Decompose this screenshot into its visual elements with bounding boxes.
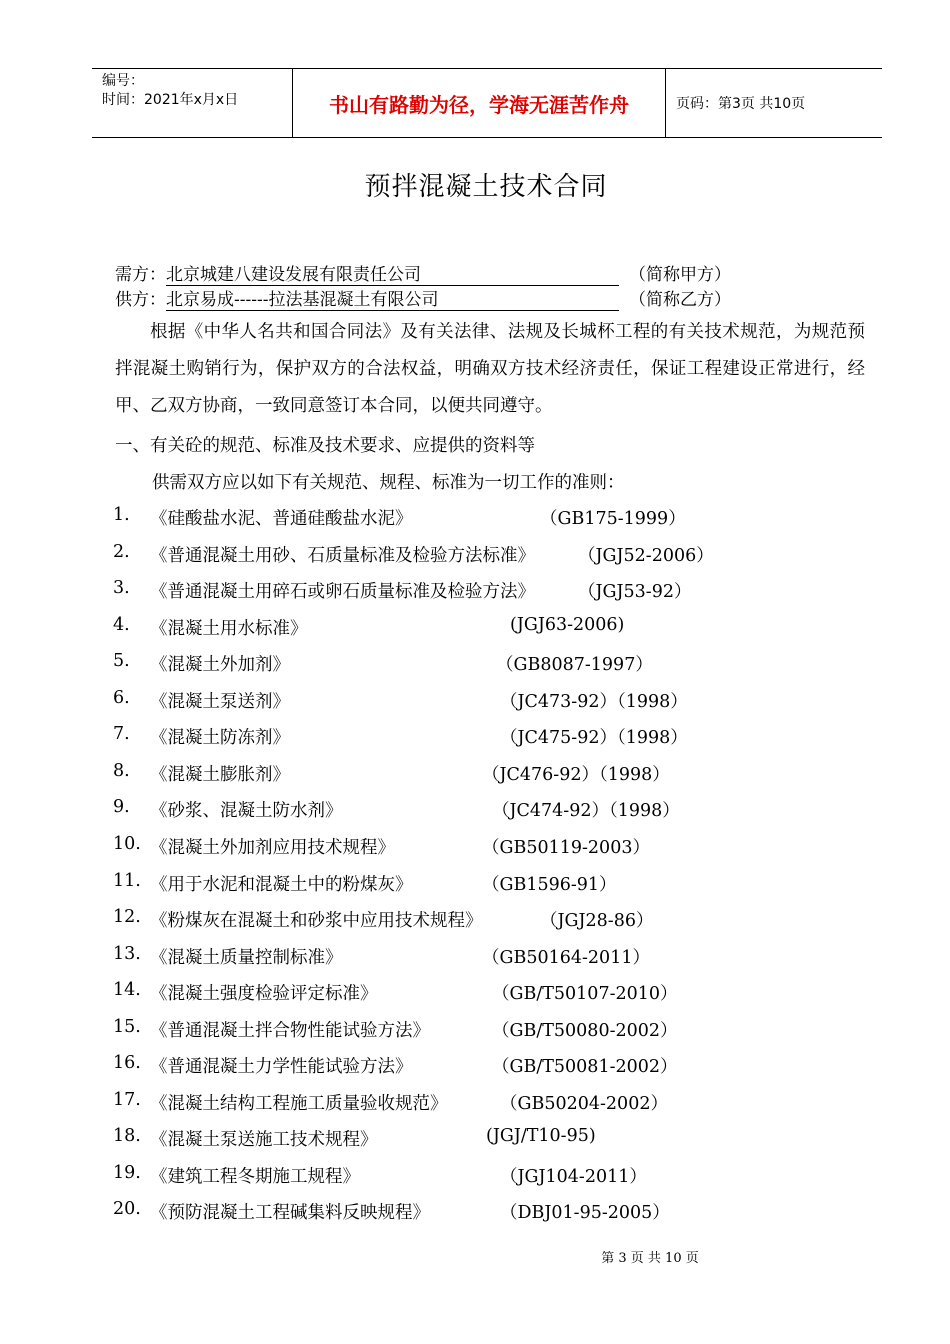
standard-name: 《预防混凝土工程碱集料反映规程》 xyxy=(150,1203,430,1224)
standard-code: （JC473-92）（1998） xyxy=(500,691,688,712)
standard-number: 3. xyxy=(113,578,130,599)
standard-item xyxy=(0,688,950,714)
standard-name: 《混凝土强度检验评定标准》 xyxy=(150,984,378,1005)
party-supply-abbr: （简称乙方） xyxy=(629,290,731,310)
standard-item xyxy=(0,1126,950,1152)
standard-item xyxy=(0,615,950,641)
page-header xyxy=(92,68,882,138)
standard-item xyxy=(0,944,950,970)
standard-item xyxy=(0,1090,950,1116)
standard-code: （GB8087-1997） xyxy=(496,655,653,676)
standard-name: 《混凝土泵送剂》 xyxy=(150,691,290,712)
standard-number: 18. xyxy=(113,1126,141,1147)
standard-name: 《混凝土防冻剂》 xyxy=(150,728,290,749)
standard-name: 《混凝土外加剂》 xyxy=(150,655,290,676)
standard-code: （JGJ53-92） xyxy=(578,582,692,603)
standard-code: (JGJ/T10-95) xyxy=(486,1126,596,1147)
party-demand-label: 需方： xyxy=(115,265,166,285)
standard-item xyxy=(0,871,950,897)
standard-item xyxy=(0,907,950,933)
standard-name: 《普通混凝土拌合物性能试验方法》 xyxy=(150,1020,430,1041)
standard-number: 15. xyxy=(113,1016,141,1037)
standard-item xyxy=(0,980,950,1006)
standard-item xyxy=(0,542,950,568)
standard-number: 1. xyxy=(113,505,130,525)
standard-number: 2. xyxy=(113,541,130,562)
standard-name: 《混凝土泵送施工技术规程》 xyxy=(150,1130,378,1151)
section-1-lead: 供需双方应以如下有关规范、规程、标准为一切工作的准则： xyxy=(152,473,625,493)
header-page-number: 页码：第3页 共10页 xyxy=(676,96,806,112)
standard-number: 14. xyxy=(113,980,141,1001)
standard-item xyxy=(0,651,950,677)
standard-name: 《混凝土结构工程施工质量验收规范》 xyxy=(150,1093,448,1114)
standard-code: （GB/T50081-2002） xyxy=(492,1057,678,1078)
standard-number: 17. xyxy=(113,1089,141,1110)
page-footer: 第 3 页 共 10 页 xyxy=(601,1251,699,1266)
standard-name: 《普通混凝土用碎石或卵石质量标准及检验方法》 xyxy=(150,582,535,603)
standard-code: （GB50204-2002） xyxy=(500,1093,668,1114)
header-motto: 书山有路勤为径，学海无涯苦作舟 xyxy=(329,92,629,117)
standard-item xyxy=(0,797,950,823)
standard-item xyxy=(0,834,950,860)
standard-code: （DBJ01-95-2005） xyxy=(500,1203,670,1224)
party-demand-abbr: （简称甲方） xyxy=(629,265,731,285)
standard-code: （JGJ28-86） xyxy=(540,911,654,932)
standard-name: 《混凝土质量控制标准》 xyxy=(150,947,343,968)
standard-item xyxy=(0,578,950,604)
party-supply-name: 北京易成------拉法基混凝土有限公司 xyxy=(166,290,619,311)
standard-number: 19. xyxy=(113,1162,141,1183)
standard-code: （JGJ52-2006） xyxy=(578,545,714,566)
standard-number: 8. xyxy=(113,760,130,781)
standard-number: 16. xyxy=(113,1053,141,1074)
standard-name: 《混凝土膨胀剂》 xyxy=(150,764,290,785)
standard-name: 《用于水泥和混凝土中的粉煤灰》 xyxy=(150,874,413,895)
standard-item xyxy=(0,1163,950,1189)
standard-number: 11. xyxy=(113,870,141,891)
party-demand xyxy=(115,260,731,286)
standard-code: （GB1596-91） xyxy=(482,874,617,895)
standard-code: （JGJ104-2011） xyxy=(500,1166,647,1187)
standard-name: 《粉煤灰在混凝土和砂浆中应用技术规程》 xyxy=(150,911,483,932)
standard-number: 9. xyxy=(113,797,130,818)
standard-item xyxy=(0,724,950,750)
standard-name: 《普通混凝土用砂、石质量标准及检验方法标准》 xyxy=(150,545,535,566)
standard-name: 《混凝土用水标准》 xyxy=(150,618,308,639)
document-title: 预拌混凝土技术合同 xyxy=(364,172,608,202)
standard-code: （GB/T50080-2002） xyxy=(492,1020,678,1041)
standard-number: 20. xyxy=(113,1199,141,1220)
standard-number: 10. xyxy=(113,833,141,854)
standard-item xyxy=(0,1017,950,1043)
standard-number: 6. xyxy=(113,687,130,708)
standard-item xyxy=(0,761,950,787)
standard-code: （JC476-92）（1998） xyxy=(482,764,670,785)
standard-code: （GB175-1999） xyxy=(540,509,686,529)
document-time-label: 时间：2021年x月x日 xyxy=(102,92,239,108)
standard-number: 13. xyxy=(113,943,141,964)
header-meta-cell xyxy=(92,69,293,137)
standard-number: 12. xyxy=(113,907,141,928)
standard-name: 《混凝土外加剂应用技术规程》 xyxy=(150,837,395,858)
header-page-cell xyxy=(666,69,882,137)
party-supply-label: 供方： xyxy=(115,290,166,310)
standard-name: 《普通混凝土力学性能试验方法》 xyxy=(150,1057,413,1078)
standard-code: （JC474-92）（1998） xyxy=(492,801,680,822)
standard-code: （GB/T50107-2010） xyxy=(492,984,678,1005)
standard-number: 7. xyxy=(113,724,130,745)
standard-number: 4. xyxy=(113,614,130,635)
standard-code: （GB50119-2003） xyxy=(482,837,650,858)
standard-item xyxy=(0,505,950,531)
intro-paragraph: 根据《中华人名共和国合同法》及有关法律、法规及长城杯工程的有关技术规范，为规范预拌混凝土购销行为，保护双方的合法权益，明确双方技术经济责任，保证工程建设正常进行，经甲、乙双方协商，一致同意签订本合同，以便共同遵守。 xyxy=(115,322,865,416)
standard-name: 《硅酸盐水泥、普通硅酸盐水泥》 xyxy=(150,509,413,529)
standard-number: 5. xyxy=(113,651,130,672)
standard-item xyxy=(0,1053,950,1079)
section-1-heading: 一、有关砼的规范、标准及技术要求、应提供的资料等 xyxy=(115,436,535,456)
party-demand-name: 北京城建八建设发展有限责任公司 xyxy=(166,265,619,286)
standard-item xyxy=(0,1199,950,1225)
standard-name: 《砂浆、混凝土防水剂》 xyxy=(150,801,343,822)
standard-code: (JGJ63-2006) xyxy=(510,614,625,635)
standard-code: （JC475-92）（1998） xyxy=(500,728,688,749)
standard-name: 《建筑工程冬期施工规程》 xyxy=(150,1166,360,1187)
standard-code: （GB50164-2011） xyxy=(482,947,650,968)
header-motto-cell xyxy=(293,69,666,137)
party-supply xyxy=(115,285,731,311)
document-number-label: 编号： xyxy=(102,73,144,89)
